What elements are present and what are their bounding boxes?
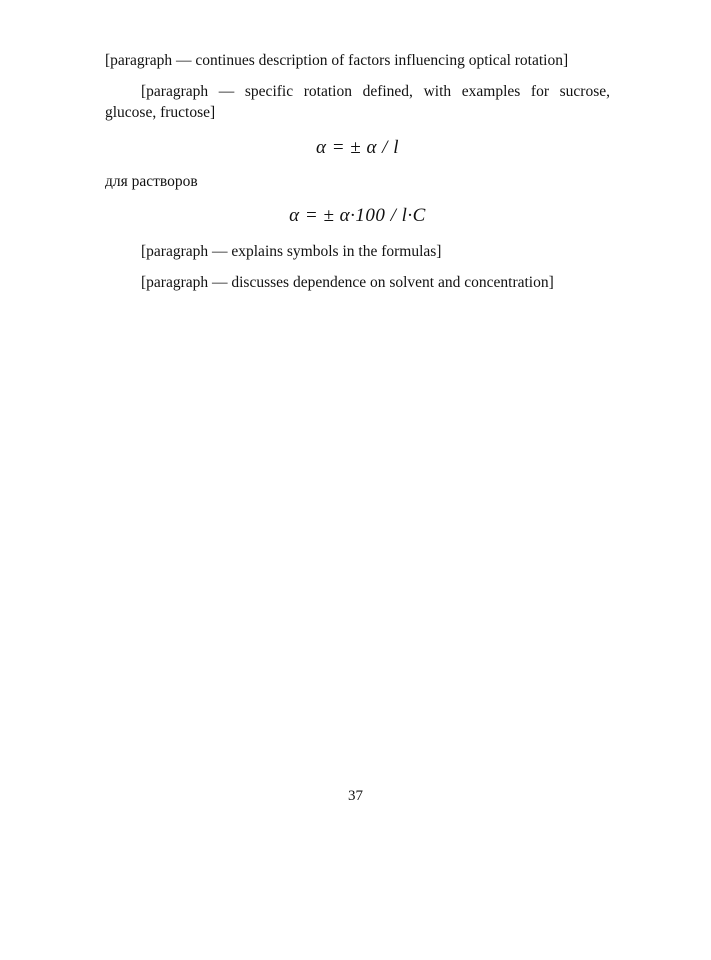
page-content <box>105 50 610 303</box>
paragraph-explanation: [paragraph — explains symbols in the formulas] <box>141 243 442 260</box>
lead-solutions: для растворов <box>105 173 198 190</box>
formula-pure-substance: α = ± α / l <box>315 137 399 158</box>
page-number: 37 <box>348 788 363 804</box>
formula-solutions: α = ± α·100 / l·C <box>289 205 426 226</box>
paragraph-2: [paragraph — specific rotation defined, with examples for sucrose, glucose, fructose] <box>105 83 610 121</box>
paragraph-1: [paragraph — continues description of factors influencing optical rotation] <box>105 52 569 69</box>
paragraph-closing: [paragraph — discusses dependence on solvent and concentration] <box>141 274 554 291</box>
